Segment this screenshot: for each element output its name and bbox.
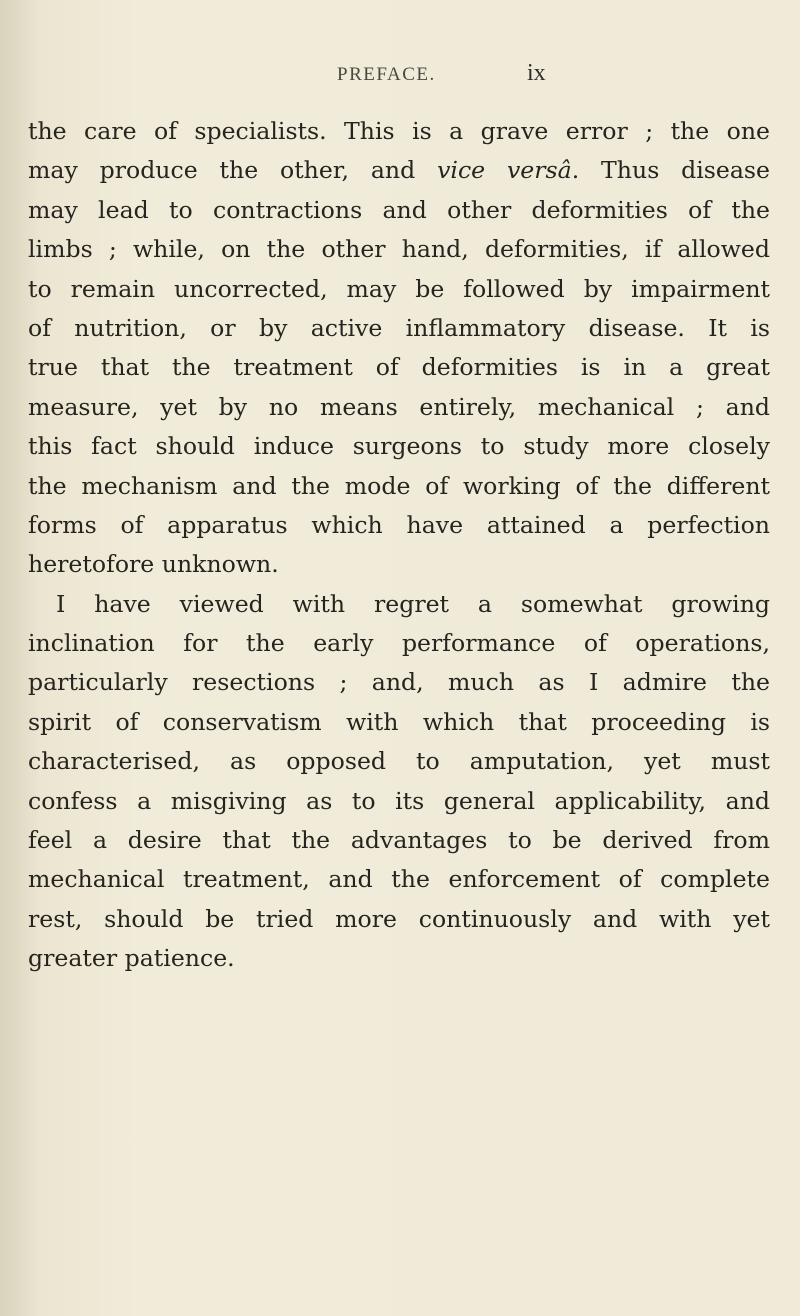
text-line: greater patience. — [28, 944, 235, 973]
text-line: may produce the other, and vice versâ. Thus disease — [28, 156, 770, 185]
text-line: true that the treatment of deformities is in a great — [28, 353, 770, 382]
text-line: feel a desire that the advantages to be derived from — [28, 826, 770, 855]
text-line: spirit of conservatism with which that proceeding is — [28, 707, 770, 736]
text-line: forms of apparatus which have attained a perfection — [28, 510, 770, 539]
text-line: rest, should be tried more continuously and with yet — [28, 904, 770, 933]
text-line: inclination for the early performance of operations, — [28, 629, 770, 658]
text-line: of nutrition, or by active inflammatory disease. It is — [28, 313, 770, 342]
text-line: confess a misgiving as to its general applicability, and — [28, 786, 770, 815]
text-line: mechanical treatment, and the enforcement of complete — [28, 865, 770, 894]
text-line: limbs ; while, on the other hand, deformities, if allowed — [28, 235, 770, 264]
text-line: the care of specialists. This is a grave error ; the one — [28, 117, 770, 145]
text-line: to remain uncorrected, may be followed by impairment — [28, 274, 770, 303]
text-line: may lead to contractions and other deformities of the — [28, 195, 770, 224]
text-line: particularly resections ; and, much as I admire the — [28, 668, 770, 697]
page-header — [30, 62, 770, 98]
text-line: heretofore unknown. — [28, 550, 279, 579]
text-line: the mechanism and the mode of working of the different — [28, 471, 770, 500]
page-number: ix — [527, 60, 546, 86]
italic-phrase: vice versâ — [437, 156, 572, 185]
body-text — [28, 112, 770, 979]
text-line: measure, yet by no means entirely, mechanical ; and — [28, 392, 770, 421]
text-line: characterised, as opposed to amputation, yet must — [28, 747, 770, 776]
text-line: this fact should induce surgeons to study more closely — [28, 432, 770, 461]
text-line-paragraph-start: I have viewed with regret a somewhat growing — [56, 589, 770, 618]
running-head: PREFACE. — [337, 64, 436, 85]
